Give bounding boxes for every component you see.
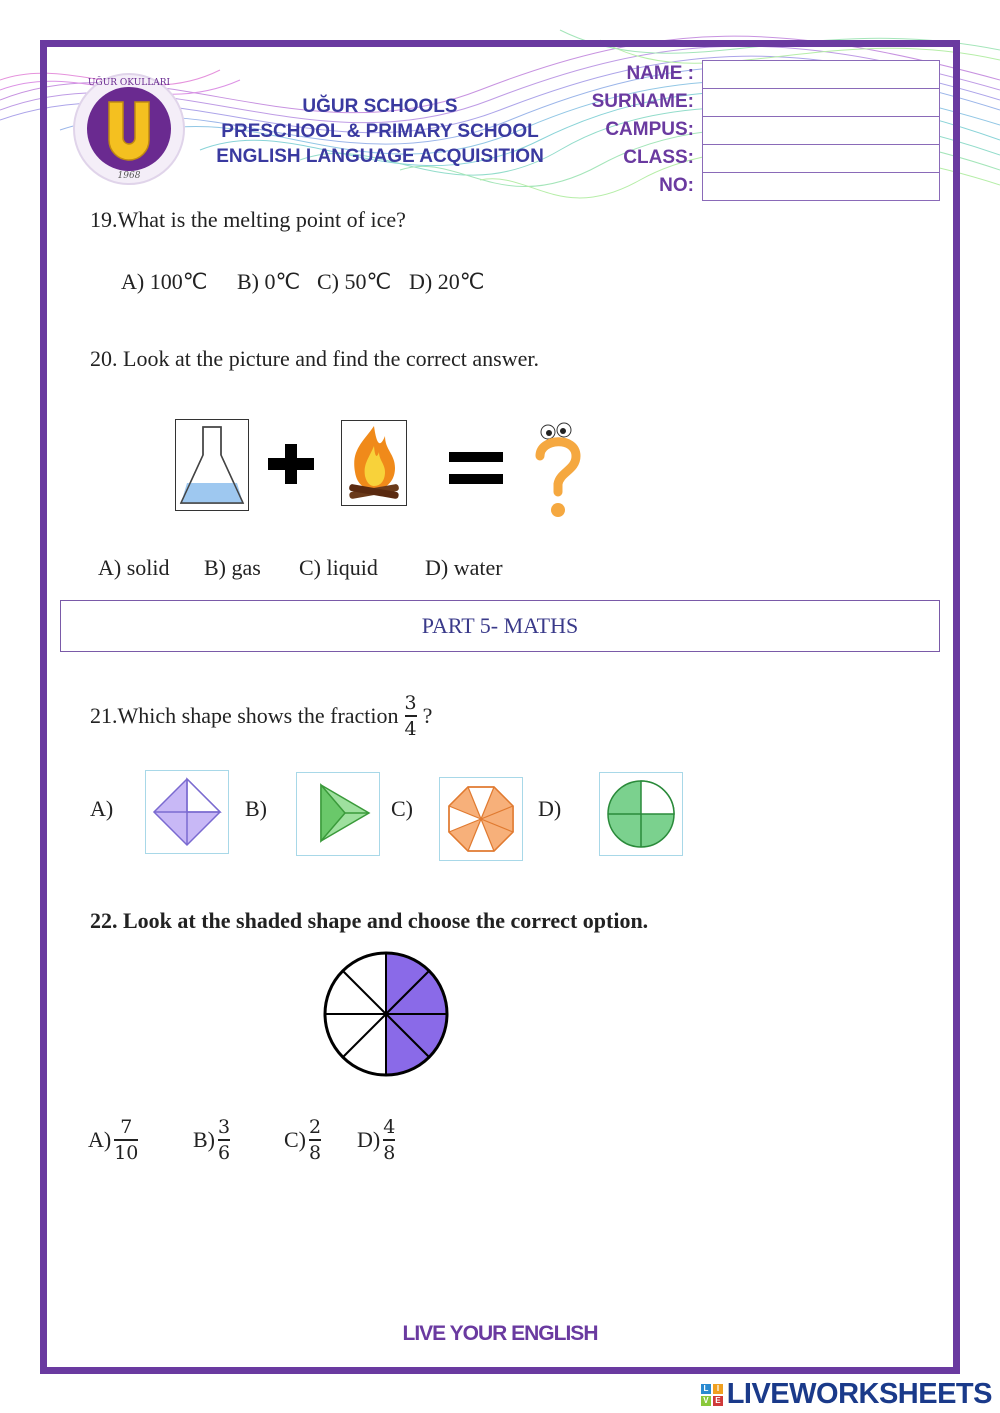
q22-option-a[interactable] — [88, 1116, 138, 1164]
q22-option-c[interactable] — [284, 1116, 321, 1164]
q19-option-d[interactable]: D) 20℃ — [409, 269, 485, 294]
name-field[interactable] — [703, 61, 939, 89]
student-info-fields — [702, 60, 940, 201]
q22-option-d[interactable] — [357, 1116, 395, 1164]
fire-icon — [341, 420, 407, 506]
q22-option-c-label: C) — [284, 1127, 306, 1152]
school-name: UĞUR SCHOOLS — [302, 96, 458, 117]
q19-option-a[interactable]: A) 100℃ — [121, 269, 208, 294]
name-label: NAME : — [626, 63, 694, 84]
q22-divided-circle — [320, 948, 452, 1080]
student-info-labels — [560, 60, 694, 200]
q21-shape-a[interactable] — [145, 770, 229, 854]
question-19: 19.What is the melting point of ice? — [90, 207, 406, 232]
question-20: 20. Look at the picture and find the correct answer. — [90, 346, 540, 371]
liveworksheets-text: LIVEWORKSHEETS — [726, 1378, 992, 1410]
svg-text:1968: 1968 — [117, 171, 141, 181]
q22-option-a-den: 10 — [114, 1142, 139, 1164]
q22-option-d-fraction — [383, 1116, 395, 1164]
question-mark-icon — [534, 420, 582, 520]
q22-option-a-label: A) — [88, 1127, 112, 1152]
brand-icon-letter-l: L — [701, 1384, 711, 1394]
campus-field[interactable] — [703, 117, 939, 145]
q22-option-b-den: 6 — [218, 1142, 231, 1164]
school-program: ENGLISH LANGUAGE ACQUISITION — [216, 146, 544, 167]
q22-option-c-fraction — [309, 1116, 321, 1164]
q21-shape-c[interactable] — [439, 777, 523, 861]
surname-label: SURNAME: — [591, 91, 694, 112]
question-21 — [90, 692, 432, 740]
plus-icon — [268, 444, 314, 484]
octagon-shape — [440, 778, 522, 860]
triangle-shape — [297, 773, 379, 855]
q21-option-d[interactable]: D) — [538, 796, 562, 821]
surname-field[interactable] — [703, 89, 939, 117]
number-field[interactable] — [703, 173, 939, 200]
number-label: NO: — [659, 175, 694, 196]
school-level: PRESCHOOL & PRIMARY SCHOOL — [221, 121, 539, 142]
brand-icon-letter-i: I — [713, 1384, 723, 1394]
brand-icon-letter-e: E — [713, 1396, 723, 1406]
q20-option-c[interactable]: C) liquid — [299, 555, 378, 580]
liveworksheets-brand — [701, 1378, 992, 1411]
q22-option-d-label: D) — [357, 1127, 381, 1152]
q21-suffix: ? — [422, 703, 433, 728]
q22-option-a-num: 7 — [120, 1116, 133, 1138]
brand-icon-letter-v: V — [701, 1396, 711, 1406]
q21-fraction — [405, 692, 417, 740]
q22-option-b[interactable] — [193, 1116, 230, 1164]
school-logo — [72, 72, 186, 186]
q20-option-a[interactable]: A) solid — [98, 555, 170, 580]
class-field[interactable] — [703, 145, 939, 173]
q21-option-b[interactable]: B) — [245, 796, 267, 821]
question-22: 22. Look at the shaded shape and choose the correct option. — [90, 908, 649, 933]
q21-text: 21.Which shape shows the fraction — [90, 703, 399, 728]
q22-option-d-num: 4 — [383, 1116, 396, 1138]
q19-option-b[interactable]: B) 0℃ — [237, 269, 301, 294]
q21-numerator: 3 — [404, 692, 417, 714]
q20-option-d[interactable]: D) water — [425, 555, 503, 580]
q21-option-c[interactable]: C) — [391, 796, 413, 821]
q19-option-c[interactable]: C) 50℃ — [317, 269, 392, 294]
circle-shape — [600, 773, 682, 855]
svg-text:UĞUR OKULLARI: UĞUR OKULLARI — [87, 78, 171, 88]
q22-option-a-fraction — [114, 1116, 138, 1164]
diamond-shape — [146, 771, 228, 853]
class-label: CLASS: — [623, 147, 694, 168]
q22-option-b-num: 3 — [218, 1116, 231, 1138]
q22-option-b-fraction — [218, 1116, 230, 1164]
liveworksheets-icon — [701, 1384, 723, 1406]
q21-option-a[interactable]: A) — [90, 796, 114, 821]
q20-option-b[interactable]: B) gas — [204, 555, 261, 580]
q21-shape-b[interactable] — [296, 772, 380, 856]
q21-shape-d[interactable] — [599, 772, 683, 856]
q21-denominator: 4 — [404, 718, 417, 740]
school-title — [185, 94, 575, 169]
part-5-heading: PART 5- MATHS — [60, 600, 940, 652]
campus-label: CAMPUS: — [605, 119, 694, 140]
q22-option-c-num: 2 — [309, 1116, 322, 1138]
q22-option-b-label: B) — [193, 1127, 215, 1152]
q22-option-d-den: 8 — [383, 1142, 396, 1164]
flask-icon — [175, 419, 249, 511]
footer-slogan: LIVE YOUR ENGLISH — [402, 1322, 598, 1345]
equals-icon — [449, 452, 503, 484]
q22-option-c-den: 8 — [309, 1142, 322, 1164]
